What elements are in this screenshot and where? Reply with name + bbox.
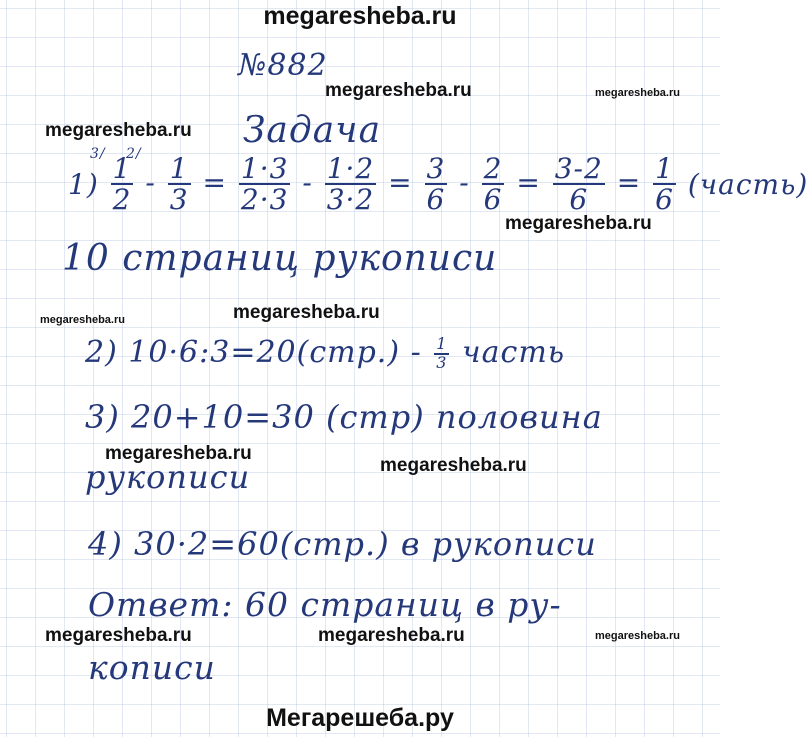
problem-title: Задача	[243, 110, 382, 151]
watermark: megaresheba.ru	[40, 314, 125, 326]
watermark: megaresheba.ru	[233, 302, 380, 323]
site-footer: Мегарешеба.ру	[266, 704, 454, 732]
watermark: megaresheba.ru	[45, 120, 192, 141]
fraction: $\frac{1\cdot 3}{2\cdot 3}$	[240, 152, 289, 217]
step-4: 4) 30·2=60(стр.) в рукописи	[88, 525, 597, 563]
step-1	[68, 146, 808, 224]
operator: -	[145, 165, 156, 199]
operator: -	[302, 165, 313, 199]
operator: =	[516, 165, 541, 199]
operator: -	[459, 165, 470, 199]
multiplier-mark: 2/	[126, 146, 142, 162]
fraction: $\frac{3}{6}$	[426, 152, 446, 217]
watermark: megaresheba.ru	[595, 630, 680, 642]
fraction: $\frac{1}{2}$	[112, 152, 132, 217]
step-3: 3) 20+10=30 (стр) половина	[85, 398, 603, 436]
fraction: $\frac{2}{6}$	[483, 152, 503, 217]
watermark: megaresheba.ru	[595, 87, 680, 99]
operator: =	[202, 165, 227, 199]
problem-number: №882	[238, 48, 328, 83]
fraction: $\frac{1}{3}$	[436, 334, 448, 372]
step-1-prefix: 1)	[68, 167, 99, 201]
watermark: megaresheba.ru	[505, 213, 652, 234]
line-2: 10 страниц рукописи	[62, 238, 498, 279]
answer-line-2: кописи	[88, 648, 216, 687]
watermark: megaresheba.ru	[105, 443, 252, 464]
step-3-continuation: рукописи	[85, 458, 251, 496]
fraction: $\frac{1}{3}$	[169, 152, 189, 217]
watermark: megaresheba.ru	[318, 625, 465, 646]
watermark: megaresheba.ru	[45, 625, 192, 646]
step-2: 2) 10·6:3=20(стр.) - $\frac{1}{3}$ часть	[85, 334, 566, 372]
fraction: $\frac{1\cdot 2}{3\cdot 2}$	[326, 152, 375, 217]
fraction: $\frac{1}{6}$	[655, 152, 674, 217]
step-1-suffix: (часть)	[687, 167, 808, 201]
watermark: megaresheba.ru	[325, 80, 472, 101]
multiplier-mark: 3/	[90, 146, 106, 162]
fraction: $\frac{3-2}{6}$	[554, 152, 603, 217]
watermark: megaresheba.ru	[380, 455, 527, 476]
answer-line-1: Ответ: 60 страниц в ру-	[88, 585, 562, 624]
operator: =	[388, 165, 413, 199]
site-header: megaresheba.ru	[263, 2, 457, 30]
operator: =	[616, 165, 642, 199]
